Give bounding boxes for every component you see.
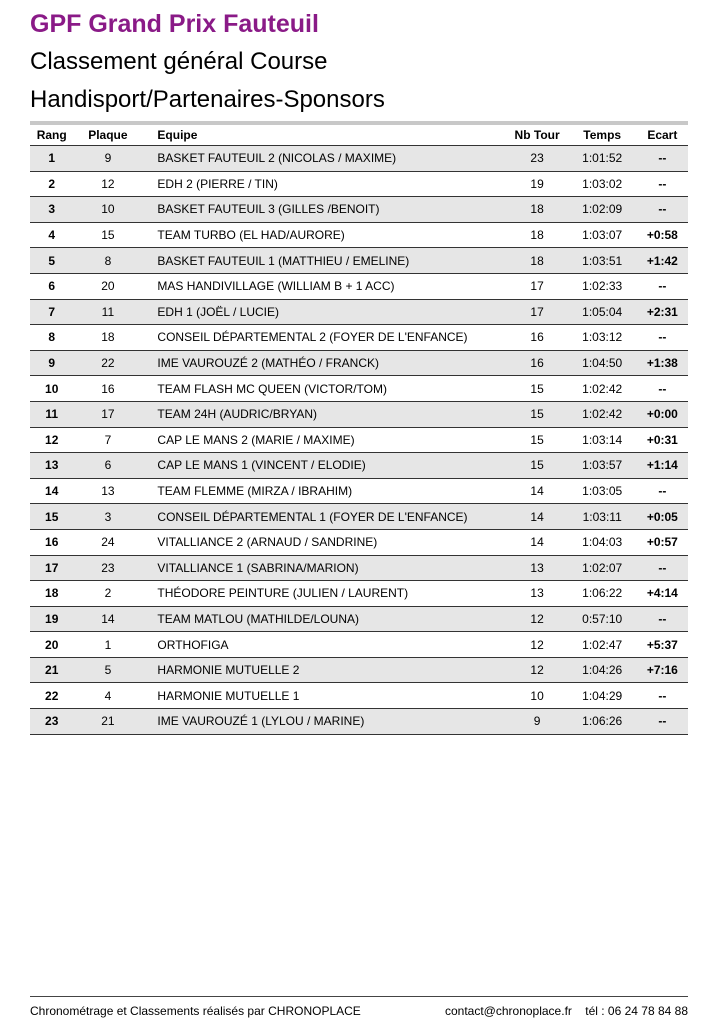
cell-ecart: --	[658, 484, 667, 499]
page-subtitle-course: Classement général Course	[30, 48, 328, 75]
cell-equipe: THÉODORE PEINTURE (JULIEN / LAURENT)	[157, 586, 409, 601]
cell-nb-tour: 17	[530, 279, 544, 294]
cell-equipe: ORTHOFIGA	[157, 637, 229, 652]
cell-nb-tour: 16	[530, 356, 544, 371]
cell-nb-tour: 15	[530, 381, 544, 396]
cell-rang: 15	[45, 509, 59, 524]
cell-nb-tour: 15	[530, 432, 544, 447]
cell-plaque: 6	[104, 458, 112, 473]
footer-email: contact@chronoplace.fr	[444, 1004, 572, 1018]
cell-nb-tour: 18	[530, 228, 544, 243]
cell-nb-tour: 17	[530, 304, 544, 319]
column-header-nb-tour: Nb Tour	[514, 128, 560, 142]
table-row	[30, 376, 688, 402]
cell-nb-tour: 16	[530, 330, 544, 345]
cell-rang: 6	[48, 279, 56, 294]
table-row	[30, 351, 688, 377]
cell-equipe: HARMONIE MUTUELLE 2	[157, 663, 300, 678]
cell-temps: 1:03:11	[582, 509, 622, 524]
cell-plaque: 4	[104, 688, 112, 703]
cell-equipe: IME VAUROUZÉ 2 (MATHÉO / FRANCK)	[157, 356, 379, 371]
table-header-row	[30, 125, 688, 146]
cell-equipe: TEAM 24H (AUDRIC/BRYAN)	[157, 407, 318, 422]
cell-ecart: +1:14	[646, 458, 678, 473]
cell-rang: 20	[45, 637, 59, 652]
table-row	[30, 223, 688, 249]
cell-temps: 1:03:57	[582, 458, 623, 473]
cell-ecart: --	[658, 560, 667, 575]
cell-nb-tour: 18	[530, 202, 544, 217]
cell-plaque: 13	[101, 484, 115, 499]
table-row	[30, 274, 688, 300]
cell-rang: 22	[45, 688, 59, 703]
cell-rang: 23	[45, 714, 59, 729]
table-row	[30, 556, 688, 582]
page-footer	[30, 996, 688, 1018]
cell-nb-tour: 15	[530, 458, 544, 473]
cell-plaque: 3	[104, 509, 112, 524]
column-header-equipe: Equipe	[157, 128, 198, 142]
cell-equipe: TEAM MATLOU (MATHILDE/LOUNA)	[157, 611, 359, 626]
cell-temps: 1:02:09	[582, 202, 623, 217]
column-header-ecart: Ecart	[647, 128, 678, 142]
cell-ecart: +5:37	[646, 637, 678, 652]
cell-plaque: 11	[101, 304, 115, 319]
table-row	[30, 172, 688, 198]
cell-temps: 1:04:29	[582, 688, 623, 703]
cell-nb-tour: 9	[533, 714, 541, 729]
footer-phone: tél : 06 24 78 84 88	[585, 1004, 688, 1018]
cell-equipe: TEAM FLEMME (MIRZA / IBRAHIM)	[157, 484, 353, 499]
cell-temps: 1:02:47	[582, 637, 623, 652]
cell-temps: 1:03:14	[582, 432, 623, 447]
cell-temps: 1:04:03	[582, 535, 623, 550]
cell-equipe: HARMONIE MUTUELLE 1	[157, 688, 300, 703]
cell-equipe: CONSEIL DÉPARTEMENTAL 1 (FOYER DE L'ENFANCE)	[157, 509, 468, 524]
cell-rang: 1	[48, 151, 56, 166]
cell-plaque: 2	[104, 586, 112, 601]
cell-temps: 1:02:33	[582, 279, 623, 294]
cell-rang: 11	[45, 407, 59, 422]
table-row	[30, 428, 688, 454]
cell-nb-tour: 14	[530, 484, 544, 499]
cell-plaque: 16	[101, 381, 115, 396]
cell-ecart: --	[658, 202, 667, 217]
cell-equipe: VITALLIANCE 2 (ARNAUD / SANDRINE)	[157, 535, 378, 550]
cell-equipe: CONSEIL DÉPARTEMENTAL 2 (FOYER DE L'ENFANCE)	[157, 330, 468, 345]
page-subtitle-category: Handisport/Partenaires-Sponsors	[30, 86, 385, 113]
cell-nb-tour: 12	[530, 611, 544, 626]
cell-rang: 13	[45, 458, 59, 473]
cell-temps: 1:03:07	[582, 228, 623, 243]
column-header-temps: Temps	[583, 128, 622, 142]
table-row	[30, 300, 688, 326]
cell-equipe: CAP LE MANS 1 (VINCENT / ELODIE)	[157, 458, 366, 473]
cell-plaque: 18	[101, 330, 115, 345]
table-row	[30, 683, 688, 709]
table-row	[30, 479, 688, 505]
cell-ecart: --	[658, 330, 667, 345]
cell-ecart: --	[658, 279, 667, 294]
cell-temps: 1:04:26	[582, 663, 623, 678]
cell-equipe: MAS HANDIVILLAGE (WILLIAM B + 1 ACC)	[157, 279, 395, 294]
page-title: GPF Grand Prix Fauteuil	[30, 10, 319, 38]
column-header-rang: Rang	[36, 128, 67, 142]
cell-temps: 1:03:05	[582, 484, 623, 499]
cell-nb-tour: 23	[530, 151, 544, 166]
cell-rang: 2	[48, 176, 56, 191]
cell-rang: 10	[45, 381, 59, 396]
cell-rang: 5	[48, 253, 56, 268]
cell-rang: 3	[48, 202, 56, 217]
cell-plaque: 23	[101, 560, 115, 575]
cell-rang: 16	[45, 535, 59, 550]
cell-temps: 1:01:52	[582, 151, 623, 166]
cell-plaque: 8	[104, 253, 112, 268]
table-row	[30, 453, 688, 479]
cell-rang: 8	[48, 330, 56, 345]
cell-rang: 9	[48, 356, 56, 371]
cell-ecart: +0:57	[646, 535, 678, 550]
cell-plaque: 20	[101, 279, 115, 294]
cell-equipe: CAP LE MANS 2 (MARIE / MAXIME)	[157, 432, 355, 447]
cell-nb-tour: 14	[530, 509, 544, 524]
table-row	[30, 632, 688, 658]
cell-rang: 21	[45, 663, 59, 678]
cell-ecart: +0:05	[646, 509, 678, 524]
cell-equipe: EDH 1 (JOËL / LUCIE)	[157, 304, 280, 319]
cell-rang: 7	[48, 304, 56, 319]
cell-nb-tour: 10	[530, 688, 544, 703]
footer-credit: Chronométrage et Classements réalisés par CHRONOPLACE	[30, 1004, 361, 1018]
table-row	[30, 709, 688, 735]
cell-ecart: +1:38	[646, 356, 678, 371]
cell-plaque: 5	[104, 663, 112, 678]
cell-plaque: 10	[101, 202, 115, 217]
cell-rang: 17	[45, 560, 59, 575]
cell-nb-tour: 15	[530, 407, 544, 422]
table-row	[30, 325, 688, 351]
table-row	[30, 402, 688, 428]
cell-temps: 1:04:50	[582, 356, 623, 371]
cell-ecart: +2:31	[646, 304, 678, 319]
cell-temps: 1:06:26	[582, 714, 623, 729]
table-row	[30, 197, 688, 223]
cell-plaque: 7	[104, 432, 112, 447]
cell-plaque: 1	[104, 637, 112, 652]
cell-nb-tour: 12	[530, 663, 544, 678]
cell-nb-tour: 13	[530, 586, 544, 601]
cell-temps: 1:06:22	[582, 586, 623, 601]
cell-rang: 4	[48, 228, 56, 243]
cell-ecart: --	[658, 714, 667, 729]
table-row	[30, 581, 688, 607]
cell-nb-tour: 18	[530, 253, 544, 268]
table-row	[30, 607, 688, 633]
cell-equipe: EDH 2 (PIERRE / TIN)	[157, 176, 278, 191]
cell-ecart: +4:14	[646, 586, 678, 601]
cell-rang: 18	[45, 586, 59, 601]
cell-ecart: +0:58	[646, 228, 678, 243]
cell-ecart: --	[658, 688, 667, 703]
cell-temps: 1:03:51	[582, 253, 623, 268]
cell-equipe: BASKET FAUTEUIL 3 (GILLES /BENOIT)	[157, 202, 380, 217]
table-row	[30, 248, 688, 274]
cell-temps: 0:57:10	[582, 611, 623, 626]
table-body	[30, 146, 688, 735]
cell-equipe: BASKET FAUTEUIL 1 (MATTHIEU / EMELINE)	[157, 253, 410, 268]
cell-equipe: TEAM TURBO (EL HAD/AURORE)	[157, 228, 345, 243]
cell-temps: 1:03:02	[582, 176, 623, 191]
column-header-plaque: Plaque	[88, 128, 128, 142]
cell-equipe: TEAM FLASH MC QUEEN (VICTOR/TOM)	[157, 381, 387, 396]
cell-ecart: +1:42	[646, 253, 678, 268]
table-row	[30, 504, 688, 530]
cell-plaque: 14	[101, 611, 115, 626]
results-table	[30, 121, 688, 735]
cell-equipe: VITALLIANCE 1 (SABRINA/MARION)	[157, 560, 359, 575]
table-row	[30, 530, 688, 556]
cell-temps: 1:02:42	[582, 381, 623, 396]
table-row	[30, 146, 688, 172]
cell-plaque: 22	[101, 356, 115, 371]
cell-ecart: +0:00	[646, 407, 678, 422]
cell-rang: 14	[45, 484, 59, 499]
cell-plaque: 9	[104, 151, 112, 166]
cell-plaque: 24	[101, 535, 115, 550]
cell-plaque: 17	[101, 407, 115, 422]
cell-ecart: --	[658, 176, 667, 191]
cell-plaque: 15	[101, 228, 115, 243]
cell-ecart: --	[658, 381, 667, 396]
cell-equipe: IME VAUROUZÉ 1 (LYLOU / MARINE)	[157, 714, 365, 729]
cell-rang: 19	[45, 611, 59, 626]
cell-ecart: +7:16	[646, 663, 678, 678]
cell-ecart: +0:31	[646, 432, 678, 447]
cell-temps: 1:02:07	[582, 560, 623, 575]
footer-contact	[445, 1004, 688, 1018]
cell-ecart: --	[658, 151, 667, 166]
cell-plaque: 12	[101, 176, 115, 191]
cell-nb-tour: 19	[530, 176, 544, 191]
cell-temps: 1:02:42	[582, 407, 623, 422]
table-row	[30, 658, 688, 684]
cell-nb-tour: 13	[530, 560, 544, 575]
cell-temps: 1:03:12	[582, 330, 623, 345]
cell-plaque: 21	[101, 714, 115, 729]
cell-rang: 12	[45, 432, 59, 447]
cell-ecart: --	[658, 611, 667, 626]
cell-temps: 1:05:04	[582, 304, 623, 319]
cell-nb-tour: 12	[530, 637, 544, 652]
cell-equipe: BASKET FAUTEUIL 2 (NICOLAS / MAXIME)	[157, 151, 397, 166]
cell-nb-tour: 14	[530, 535, 544, 550]
